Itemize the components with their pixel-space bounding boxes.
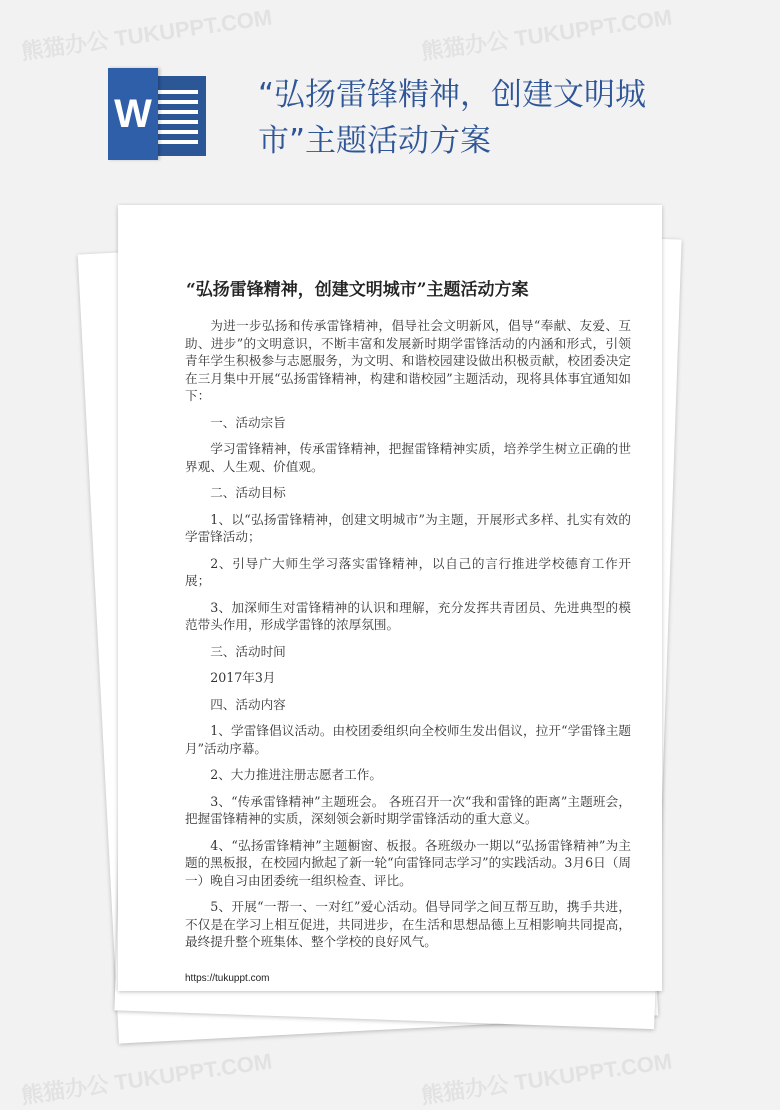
list-item: 4、“弘扬雷锋精神”主题橱窗、板报。各班级办一期以“弘扬雷锋精神”为主题的黑板报，在校园内掀起了新一轮“向雷锋同志学习”的实践活动。3月6日（周一）晚自习由团委统一组织检查、评比。: [185, 837, 631, 888]
paragraph-intro: 为进一步弘扬和传承雷锋精神，倡导社会文明新风，倡导“奉献、友爱、互助、进步”的文明意识，不断丰富和发展新时期学雷锋活动的内涵和形式，引领青年学生积极参与志愿服务，为文明、和谐校园建设做出积极贡献，校团委决定在三月集中开展“弘扬雷锋精神，构建和谐校园”主题活动，现将具体事宜通知如下：: [185, 318, 631, 403]
section-heading: 四、活动内容: [210, 696, 286, 712]
list-item: 5、开展“一帮一、一对红”爱心活动。倡导同学之间互帮互助，携手共进，不仅是在学习上相互促进，共同进步，在生活和思想品德上互相影响共同提高，最终提升整个班集体、整个学校的良好风气。: [185, 899, 631, 949]
document-title: “弘扬雷锋精神，创建文明城市”主题活动方案: [186, 280, 529, 300]
list-item: 2、大力推进注册志愿者工作。: [210, 767, 382, 782]
watermark: 熊猫办公 TUKUPPT.COM: [19, 4, 274, 65]
list-item: 1、以“弘扬雷锋精神，创建文明城市”为主题，开展形式多样、扎实有效的学雷锋活动；: [185, 511, 631, 544]
watermark: 熊猫办公 TUKUPPT.COM: [419, 4, 674, 65]
section-heading: 二、活动目标: [210, 485, 286, 500]
document-content: [185, 317, 631, 985]
section-heading: 一、活动宗旨: [210, 414, 286, 430]
list-item: 3、加深师生对雷锋精神的认识和理解，充分发挥共青团员、先进典型的模范带头作用，形成学雷锋的浓厚氛围。: [185, 599, 631, 632]
document-page: [118, 205, 662, 991]
header-title: “弘扬雷锋精神，创建文明城市”主题活动方案: [258, 77, 647, 159]
section-heading: 三、活动时间: [210, 643, 286, 659]
paragraph: 学习雷锋精神，传承雷锋精神，把握雷锋精神实质，培养学生树立正确的世界观、人生观、价值观。: [185, 441, 631, 474]
watermark: 熊猫办公 TUKUPPT.COM: [419, 1048, 674, 1109]
list-item: 3、“传承雷锋精神”主题班会。 各班召开一次“我和雷锋的距离”主题班会，把握雷锋精神的实质，深刻领会新时期学雷锋活动的重大意义。: [185, 793, 631, 826]
paragraph: 2017年3月: [210, 670, 276, 685]
document-body: [185, 317, 631, 960]
footer-url: https://tukuppt.com: [185, 972, 270, 984]
watermark: 熊猫办公 TUKUPPT.COM: [19, 1048, 274, 1109]
word-document-icon: W: [108, 68, 206, 160]
list-item: 1、学雷锋倡议活动。由校团委组织向全校师生发出倡议，拉开“学雷锋主题月”活动序幕。: [185, 723, 631, 756]
list-item: 2、引导广大师生学习落实雷锋精神，以自己的言行推进学校德育工作开展；: [185, 555, 631, 588]
